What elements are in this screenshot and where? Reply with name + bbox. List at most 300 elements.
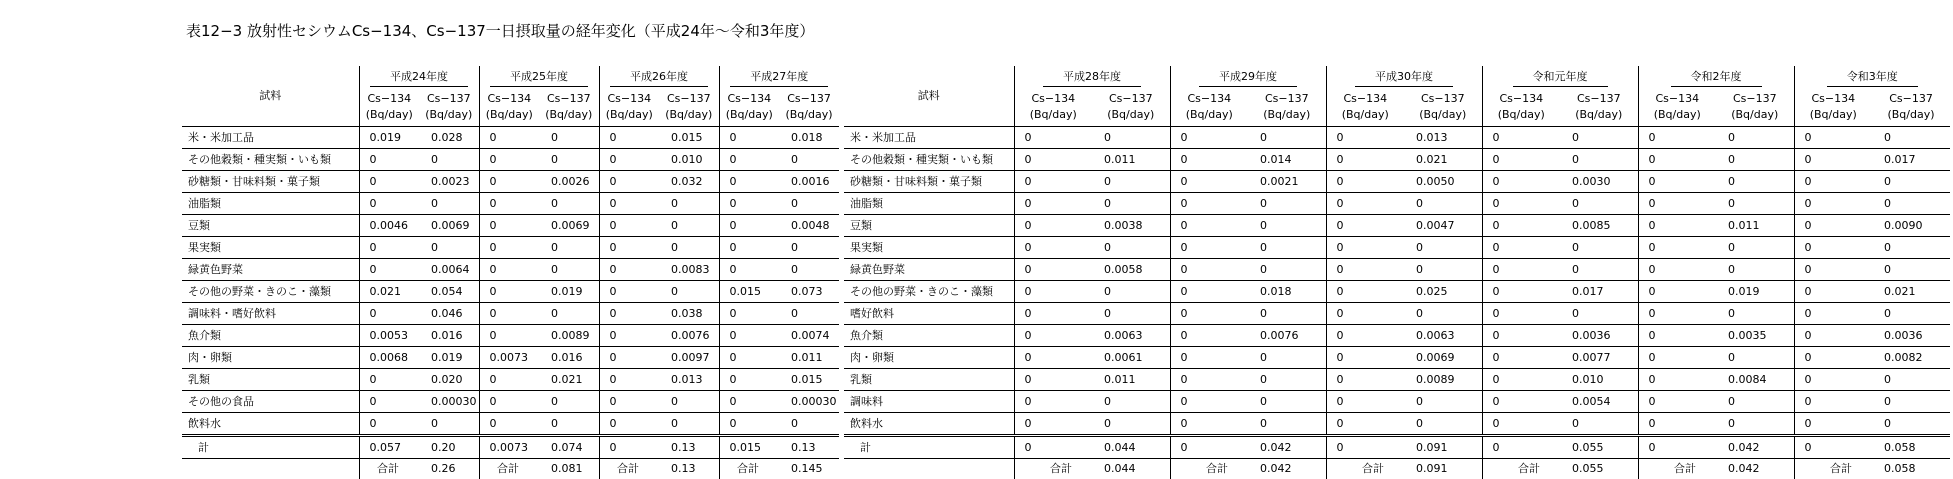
value-cell: 0 [779, 149, 839, 171]
isotope-label: Cs−134 [607, 92, 652, 105]
value-cell: 0 [1482, 149, 1560, 171]
year-label: 平成26年度 [610, 68, 708, 87]
isotope-label: Cs−137 [1420, 92, 1465, 105]
value-cell: 0 [479, 193, 539, 215]
value-cell: 0 [779, 413, 839, 436]
value-cell: 0 [1170, 281, 1248, 303]
value-cell: 0.073 [779, 281, 839, 303]
value-cell: 0.0063 [1404, 325, 1482, 347]
food-category: その他の野菜・きのこ・藻類 [182, 281, 359, 303]
unit-label: (Bq/day) [1185, 108, 1233, 121]
table-row [182, 149, 839, 171]
isotope-label: Cs−134 [1031, 92, 1076, 105]
value-cell: 0.0089 [539, 325, 599, 347]
value-cell: 0 [1482, 193, 1560, 215]
food-category: 果実類 [844, 237, 1014, 259]
value-cell: 0 [1014, 391, 1092, 413]
value-cell: 0.011 [1716, 215, 1794, 237]
value-cell: 0 [1872, 369, 1950, 391]
isotope-label: Cs−134 [1187, 92, 1232, 105]
table-row [182, 413, 839, 436]
value-cell: 0.021 [1404, 149, 1482, 171]
value-cell: 0 [1170, 413, 1248, 436]
sum-label: 計 [182, 436, 359, 459]
value-cell: 0.0054 [1560, 391, 1638, 413]
value-cell: 0 [599, 171, 659, 193]
cs134-column-header [599, 88, 659, 127]
value-cell: 0 [419, 193, 479, 215]
value-cell: 0 [539, 237, 599, 259]
sum-cell: 0.015 [719, 436, 779, 459]
value-cell: 0.0026 [539, 171, 599, 193]
value-cell: 0.015 [719, 281, 779, 303]
table-row [844, 347, 1950, 369]
year-label: 平成27年度 [730, 68, 828, 87]
value-cell: 0.0038 [1092, 215, 1170, 237]
value-cell: 0.013 [1404, 127, 1482, 149]
value-cell: 0 [1404, 237, 1482, 259]
value-cell: 0 [1794, 369, 1872, 391]
value-cell: 0 [1326, 391, 1404, 413]
value-cell: 0 [779, 193, 839, 215]
value-cell: 0 [1638, 215, 1716, 237]
value-cell: 0.0097 [659, 347, 719, 369]
food-category: 砂糖類・甘味料類・菓子類 [844, 171, 1014, 193]
food-category: 砂糖類・甘味料類・菓子類 [182, 171, 359, 193]
page-title: 表12−3 放射性セシウムCs−134、Cs−137一日摂取量の経年変化（平成24年～令和3年度） [186, 22, 815, 40]
value-cell: 0 [539, 149, 599, 171]
value-cell: 0 [1326, 413, 1404, 436]
value-cell: 0 [719, 215, 779, 237]
value-cell: 0.021 [1872, 281, 1950, 303]
table-row [844, 391, 1950, 413]
value-cell: 0 [539, 303, 599, 325]
value-cell: 0 [1638, 149, 1716, 171]
value-cell: 0 [1170, 347, 1248, 369]
value-cell: 0.0069 [419, 215, 479, 237]
total-value: 0.26 [431, 462, 456, 475]
isotope-label: Cs−134 [1655, 92, 1700, 105]
intake-table-left [182, 66, 839, 479]
sum-cell: 0.0073 [479, 436, 539, 459]
value-cell: 0 [539, 413, 599, 436]
cs134-column-header [359, 88, 419, 127]
value-cell: 0 [659, 391, 719, 413]
value-cell: 0 [359, 259, 419, 281]
value-cell: 0 [1092, 391, 1170, 413]
value-cell: 0 [1794, 347, 1872, 369]
unit-label: (Bq/day) [365, 108, 413, 121]
sum-cell: 0.044 [1092, 436, 1170, 459]
food-category: その他穀類・種実類・いも類 [844, 149, 1014, 171]
food-category: 調味料 [844, 391, 1014, 413]
isotope-label: Cs−137 [426, 92, 471, 105]
unit-label: (Bq/day) [1809, 108, 1857, 121]
food-category: その他の野菜・きのこ・藻類 [844, 281, 1014, 303]
sum-cell: 0.057 [359, 436, 419, 459]
value-cell: 0 [1014, 281, 1092, 303]
isotope-label: Cs−137 [1264, 92, 1309, 105]
value-cell: 0 [1014, 237, 1092, 259]
value-cell: 0 [599, 237, 659, 259]
value-cell: 0 [1326, 215, 1404, 237]
value-cell: 0 [1716, 391, 1794, 413]
cs137-column-header [659, 88, 719, 127]
value-cell: 0 [1638, 171, 1716, 193]
value-cell: 0.0058 [1092, 259, 1170, 281]
isotope-label: Cs−134 [1499, 92, 1544, 105]
value-cell: 0 [1638, 303, 1716, 325]
value-cell: 0 [659, 237, 719, 259]
value-cell: 0 [1326, 149, 1404, 171]
value-cell: 0 [1716, 237, 1794, 259]
sample-header: 試料 [182, 66, 359, 127]
total-value: 0.042 [1260, 462, 1292, 475]
value-cell: 0.0090 [1872, 215, 1950, 237]
value-cell: 0 [1560, 413, 1638, 436]
value-cell: 0 [1170, 303, 1248, 325]
value-cell: 0 [599, 325, 659, 347]
food-category: 嗜好飲料 [844, 303, 1014, 325]
value-cell: 0 [1872, 237, 1950, 259]
year-label: 平成30年度 [1355, 68, 1453, 87]
value-cell: 0 [479, 413, 539, 436]
value-cell: 0 [1092, 413, 1170, 436]
food-category: 魚介類 [182, 325, 359, 347]
value-cell: 0.018 [779, 127, 839, 149]
value-cell: 0 [1326, 303, 1404, 325]
sum-cell: 0 [599, 436, 659, 459]
value-cell: 0 [1794, 237, 1872, 259]
value-cell: 0.0069 [539, 215, 599, 237]
value-cell: 0 [539, 391, 599, 413]
value-cell: 0.0085 [1560, 215, 1638, 237]
intake-table-right [844, 66, 1950, 479]
table-row [844, 303, 1950, 325]
cs134-column-header [1014, 88, 1092, 127]
table-row [844, 215, 1950, 237]
unit-label: (Bq/day) [1419, 108, 1467, 121]
value-cell: 0.0073 [479, 347, 539, 369]
value-cell: 0 [1560, 149, 1638, 171]
unit-label: (Bq/day) [1575, 108, 1623, 121]
cs134-column-header [1482, 88, 1560, 127]
value-cell: 0 [1872, 193, 1950, 215]
value-cell: 0.021 [539, 369, 599, 391]
value-cell: 0.0035 [1716, 325, 1794, 347]
total-spacer [844, 459, 1014, 479]
value-cell: 0 [1248, 391, 1326, 413]
value-cell: 0 [1482, 237, 1560, 259]
value-cell: 0 [1170, 259, 1248, 281]
value-cell: 0 [1248, 193, 1326, 215]
value-cell: 0.019 [419, 347, 479, 369]
sample-header: 試料 [844, 66, 1014, 127]
value-cell: 0 [1248, 237, 1326, 259]
unit-label: (Bq/day) [1263, 108, 1311, 121]
value-cell: 0 [1014, 303, 1092, 325]
value-cell: 0 [1482, 127, 1560, 149]
value-cell: 0 [1482, 391, 1560, 413]
value-cell: 0 [1716, 171, 1794, 193]
food-category: 飲料水 [844, 413, 1014, 436]
value-cell: 0 [1638, 193, 1716, 215]
value-cell: 0 [1872, 127, 1950, 149]
value-cell: 0.0047 [1404, 215, 1482, 237]
value-cell: 0.0046 [359, 215, 419, 237]
food-category: 果実類 [182, 237, 359, 259]
unit-label: (Bq/day) [1107, 108, 1155, 121]
value-cell: 0 [1794, 413, 1872, 436]
sum-cell: 0 [1170, 436, 1248, 459]
value-cell: 0.016 [539, 347, 599, 369]
cs134-column-header [1170, 88, 1248, 127]
unit-label: (Bq/day) [1887, 108, 1935, 121]
value-cell: 0 [1560, 259, 1638, 281]
value-cell: 0 [599, 127, 659, 149]
value-cell: 0.016 [419, 325, 479, 347]
value-cell: 0 [1404, 303, 1482, 325]
value-cell: 0.020 [419, 369, 479, 391]
value-cell: 0 [1014, 171, 1092, 193]
value-cell: 0.014 [1248, 149, 1326, 171]
total-row [844, 459, 1950, 479]
table-row [182, 281, 839, 303]
value-cell: 0.032 [659, 171, 719, 193]
table-row [182, 237, 839, 259]
value-cell: 0.011 [1092, 149, 1170, 171]
value-cell: 0.0021 [1248, 171, 1326, 193]
total-value: 0.055 [1572, 462, 1604, 475]
value-cell: 0 [1326, 347, 1404, 369]
value-cell: 0 [719, 193, 779, 215]
value-cell: 0 [1794, 281, 1872, 303]
total-value: 0.091 [1416, 462, 1448, 475]
value-cell: 0 [1248, 127, 1326, 149]
value-cell: 0 [1482, 347, 1560, 369]
value-cell: 0.019 [359, 127, 419, 149]
table-row [182, 369, 839, 391]
value-cell: 0 [1638, 391, 1716, 413]
sum-cell: 0.091 [1404, 436, 1482, 459]
value-cell: 0 [1014, 259, 1092, 281]
total-value: 0.044 [1104, 462, 1136, 475]
value-cell: 0 [479, 325, 539, 347]
value-cell: 0 [1482, 413, 1560, 436]
year-label: 令和3年度 [1827, 68, 1918, 87]
value-cell: 0 [359, 193, 419, 215]
value-cell: 0.011 [779, 347, 839, 369]
value-cell: 0 [779, 237, 839, 259]
value-cell: 0 [1404, 259, 1482, 281]
value-cell: 0.019 [539, 281, 599, 303]
total-label: 合計 [1794, 459, 1872, 479]
unit-label: (Bq/day) [1497, 108, 1545, 121]
value-cell: 0 [539, 127, 599, 149]
table-row [182, 215, 839, 237]
year-label: 平成29年度 [1199, 68, 1297, 87]
isotope-label: Cs−134 [1343, 92, 1388, 105]
unit-label: (Bq/day) [1653, 108, 1701, 121]
value-cell: 0 [1794, 127, 1872, 149]
value-cell: 0.0074 [779, 325, 839, 347]
value-cell: 0 [1170, 127, 1248, 149]
sum-cell: 0 [1794, 436, 1872, 459]
value-cell: 0 [1092, 281, 1170, 303]
value-cell: 0 [1248, 215, 1326, 237]
value-cell: 0 [1638, 281, 1716, 303]
year-header [1794, 66, 1950, 88]
food-category: 油脂類 [182, 193, 359, 215]
value-cell: 0.046 [419, 303, 479, 325]
sum-cell: 0.042 [1248, 436, 1326, 459]
sum-cell: 0.20 [419, 436, 479, 459]
unit-label: (Bq/day) [1341, 108, 1389, 121]
total-value: 0.042 [1728, 462, 1760, 475]
value-cell: 0 [1170, 237, 1248, 259]
value-cell: 0.0076 [1248, 325, 1326, 347]
value-cell: 0.0064 [419, 259, 479, 281]
value-cell: 0.00030 [419, 391, 479, 413]
isotope-label: Cs−137 [787, 92, 831, 105]
total-spacer [182, 459, 359, 479]
value-cell: 0 [479, 215, 539, 237]
table-row [844, 259, 1950, 281]
value-cell: 0.018 [1248, 281, 1326, 303]
value-cell: 0 [719, 325, 779, 347]
value-cell: 0 [1092, 171, 1170, 193]
value-cell: 0 [1014, 347, 1092, 369]
isotope-label: Cs−137 [1889, 92, 1933, 105]
food-category: 肉・卵類 [182, 347, 359, 369]
total-label: 合計 [1482, 459, 1560, 479]
unit-label: (Bq/day) [425, 108, 473, 121]
value-cell: 0.0053 [359, 325, 419, 347]
value-cell: 0 [1794, 193, 1872, 215]
value-cell: 0 [419, 237, 479, 259]
unit-label: (Bq/day) [545, 108, 593, 121]
value-cell: 0 [1170, 369, 1248, 391]
unit-label: (Bq/day) [1029, 108, 1077, 121]
total-label: 合計 [1170, 459, 1248, 479]
value-cell: 0 [1638, 127, 1716, 149]
value-cell: 0 [1326, 369, 1404, 391]
value-cell: 0 [1248, 347, 1326, 369]
table-row [182, 347, 839, 369]
value-cell: 0 [1560, 193, 1638, 215]
unit-label: (Bq/day) [485, 108, 533, 121]
value-cell: 0 [1326, 127, 1404, 149]
table-row [182, 325, 839, 347]
table-row [182, 127, 839, 149]
value-cell: 0 [1794, 325, 1872, 347]
cs134-column-header [1326, 88, 1404, 127]
value-cell: 0 [479, 259, 539, 281]
year-label: 平成28年度 [1043, 68, 1141, 87]
isotope-label: Cs−137 [666, 92, 711, 105]
value-cell: 0 [1248, 369, 1326, 391]
total-label: 合計 [479, 459, 539, 479]
value-cell: 0.0063 [1092, 325, 1170, 347]
value-cell: 0 [479, 237, 539, 259]
table-row [182, 171, 839, 193]
table-row [844, 149, 1950, 171]
value-cell: 0.028 [419, 127, 479, 149]
total-value: 0.145 [791, 462, 823, 475]
value-cell: 0 [719, 369, 779, 391]
value-cell: 0 [1014, 127, 1092, 149]
unit-label: (Bq/day) [785, 108, 833, 121]
isotope-label: Cs−134 [727, 92, 772, 105]
value-cell: 0 [479, 391, 539, 413]
value-cell: 0 [1170, 215, 1248, 237]
total-label: 合計 [1014, 459, 1092, 479]
value-cell: 0 [419, 149, 479, 171]
value-cell: 0.010 [659, 149, 719, 171]
table-row [844, 325, 1950, 347]
total-label: 合計 [719, 459, 779, 479]
cs137-column-header [1248, 88, 1326, 127]
value-cell: 0 [359, 237, 419, 259]
value-cell: 0 [1482, 303, 1560, 325]
value-cell: 0 [719, 171, 779, 193]
food-category: 緑黄色野菜 [182, 259, 359, 281]
value-cell: 0 [779, 259, 839, 281]
total-label: 合計 [1326, 459, 1404, 479]
year-header [1326, 66, 1482, 88]
value-cell: 0 [1482, 259, 1560, 281]
value-cell: 0 [359, 149, 419, 171]
value-cell: 0 [719, 127, 779, 149]
sum-cell: 0.074 [539, 436, 599, 459]
value-cell: 0 [479, 149, 539, 171]
value-cell: 0 [1794, 215, 1872, 237]
value-cell: 0 [1638, 325, 1716, 347]
value-cell: 0 [1482, 171, 1560, 193]
value-cell: 0.0061 [1092, 347, 1170, 369]
value-cell: 0.0036 [1872, 325, 1950, 347]
value-cell: 0 [719, 413, 779, 436]
value-cell: 0 [719, 149, 779, 171]
total-value: 0.13 [671, 462, 696, 475]
value-cell: 0 [1326, 237, 1404, 259]
value-cell: 0 [719, 259, 779, 281]
year-label: 平成25年度 [490, 68, 588, 87]
food-category: その他穀類・種実類・いも類 [182, 149, 359, 171]
unit-label: (Bq/day) [665, 108, 713, 121]
sum-cell: 0.042 [1716, 436, 1794, 459]
sum-cell: 0.058 [1872, 436, 1950, 459]
isotope-label: Cs−137 [1732, 92, 1777, 105]
total-label: 合計 [1638, 459, 1716, 479]
cs137-column-header [1872, 88, 1950, 127]
year-header [1170, 66, 1326, 88]
value-cell: 0 [659, 281, 719, 303]
value-cell: 0.0082 [1872, 347, 1950, 369]
table-row [182, 303, 839, 325]
value-cell: 0 [1716, 149, 1794, 171]
total-value: 0.081 [551, 462, 583, 475]
value-cell: 0 [599, 193, 659, 215]
sum-cell: 0 [1014, 436, 1092, 459]
table-row [182, 391, 839, 413]
value-cell: 0.0050 [1404, 171, 1482, 193]
sum-row [844, 436, 1950, 459]
value-cell: 0 [1092, 303, 1170, 325]
value-cell: 0 [1014, 149, 1092, 171]
value-cell: 0 [1560, 303, 1638, 325]
value-cell: 0.0016 [779, 171, 839, 193]
